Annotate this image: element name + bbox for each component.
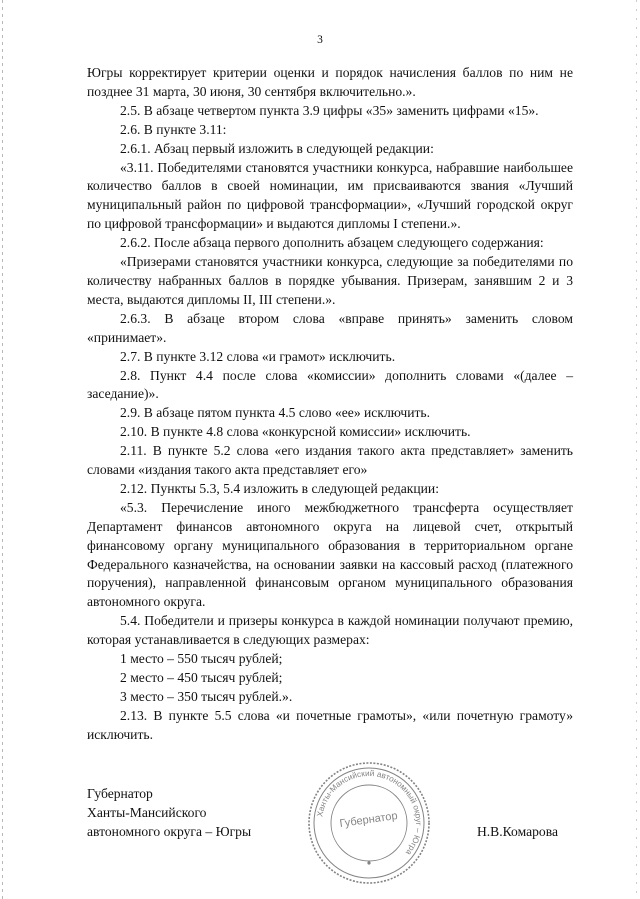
paragraph: 2.8. Пункт 4.4 после слова «комиссии» дополнить словами «(далее – заседание)». xyxy=(87,367,573,402)
paragraph: «3.11. Победителями становятся участники конкурса, набравшие наибольшее количество баллов в своей номинации, им присваиваются звания «Лучший муниципальный район по цифровой трансформации», «Лучший городской округ по цифровой трансформации» и выдаются дипломы I степени.». xyxy=(87,159,573,232)
paragraph: «5.3. Перечисление иного межбюджетного трансферта осуществляет Департамент финансов автономного округа на лицевой счет, открытый финансовому органу муниципального образования в территориальном органе Федерального казначейства, на основании заявки на кассовый расход (платежного поручения), направленной финансовым органом муниципального образования автономного округа. xyxy=(87,499,573,610)
paragraph: 3 место – 350 тысяч рублей.». xyxy=(120,688,293,704)
paragraph: 1 место – 550 тысяч рублей; xyxy=(120,651,283,667)
paragraph: 2.13. В пункте 5.5 слова «и почетные грамоты», «или почетную грамоту» исключить. xyxy=(87,707,573,742)
signer-name: Н.В.Комарова xyxy=(476,824,558,839)
scan-edge-left xyxy=(2,0,3,899)
page-number: 3 xyxy=(317,34,323,46)
signature-block xyxy=(87,785,251,842)
paragraph: 2.7. В пункте 3.12 слова «и грамот» исключить. xyxy=(120,348,396,364)
scan-edge-right xyxy=(636,0,637,899)
paragraph: 2.6.2. После абзаца первого дополнить абзацем следующего содержания: xyxy=(120,235,544,251)
paragraph: 2.10. В пункте 4.8 слова «конкурсной комиссии» исключить. xyxy=(120,424,471,440)
paragraph: 2 место – 450 тысяч рублей; xyxy=(120,670,283,685)
paragraph: 2.5. В абзаце четвертом пункта 3.9 цифры «35» заменить цифрами «15». xyxy=(120,102,539,118)
seal-outer-text: Ханты-Мансийский автономный округ – Югра xyxy=(315,768,424,857)
paragraph: 2.11. В пункте 5.2 слова «его издания такого акта представляет» заменить словами «издания такого акта представляет его» xyxy=(87,443,573,478)
paragraph: Югры корректирует критерии оценки и порядок начисления баллов по ним не позднее 31 марта, 30 июня, 30 сентября включительно.». xyxy=(87,65,573,99)
signer-position-line-3: автономного округа – Югры xyxy=(87,823,252,839)
paragraph: 2.9. В абзаце пятом пункта 4.5 слово «ее» исключить. xyxy=(120,405,431,421)
paragraph: 2.6. В пункте 3.11: xyxy=(120,121,227,137)
paragraph: «Призерами становятся участники конкурса, следующие за победителями по количеству набранных баллов в порядке убывания. Призерам, занявшим 2 и 3 места, выдаются дипломы II, III степени.». xyxy=(87,254,573,307)
signer-position-line-1: Губернатор xyxy=(87,786,153,801)
paragraph: 2.12. Пункты 5.3, 5.4 изложить в следующей редакции: xyxy=(120,480,439,496)
document-body xyxy=(87,64,573,745)
official-seal xyxy=(306,760,432,886)
paragraph: 2.6.3. В абзаце втором слова «вправе принять» заменить словом «принимает». xyxy=(87,310,573,345)
seal-inner-text: Губернатор xyxy=(338,810,399,831)
paragraph: 2.6.1. Абзац первый изложить в следующей редакции: xyxy=(120,140,434,156)
seal-dot xyxy=(367,861,370,864)
signer-position-line-2: Ханты-Мансийского xyxy=(87,804,207,820)
paragraph: 5.4. Победители и призеры конкурса в каждой номинации получают премию, которая устанавливается в следующих размерах: xyxy=(87,613,573,648)
